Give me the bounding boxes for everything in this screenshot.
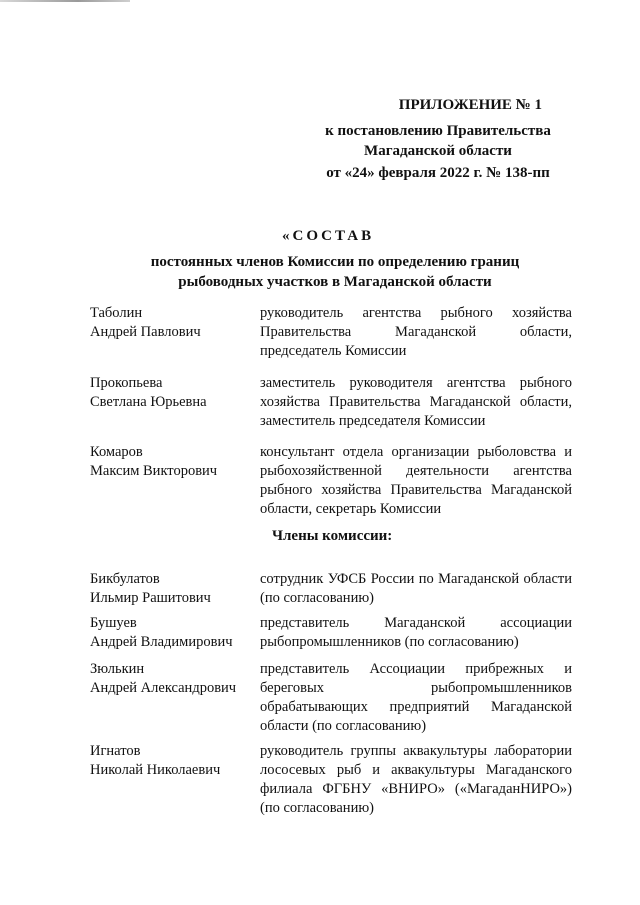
member-role: представитель Магаданской ассоциации рыбопромышленников (по согласованию) — [260, 615, 572, 650]
member-name-bikbulatov — [90, 570, 250, 608]
member-surname: Прокопьева — [90, 375, 163, 391]
member-given-name: Андрей Павлович — [90, 324, 201, 340]
member-name-prokopyeva — [90, 374, 250, 412]
subtitle-line1: постоянных членов Комиссии по определению границ — [150, 254, 520, 270]
member-surname: Комаров — [90, 444, 143, 460]
member-given-name: Андрей Александрович — [90, 680, 237, 696]
member-surname: Бикбулатов — [90, 571, 160, 587]
member-role: представитель Ассоциации прибрежных и береговых рыбопромышленников обрабатывающих предприятий Магаданской области (по согласованию) — [260, 661, 572, 734]
member-role: заместитель руководителя агентства рыбного хозяйства Правительства Магаданской области, заместитель председателя Комиссии — [260, 375, 572, 429]
member-surname: Зюлькин — [90, 661, 145, 677]
member-name-ignatov — [90, 742, 250, 780]
appendix-date: от «24» февраля 2022 г. № 138-пп — [326, 165, 550, 181]
scan-edge-mark — [0, 0, 130, 2]
member-surname: Бушуев — [90, 615, 137, 631]
appendix-title: ПРИЛОЖЕНИЕ № 1 — [398, 97, 542, 113]
member-given-name: Николай Николаевич — [90, 762, 221, 778]
document-subtitle — [130, 252, 540, 292]
member-given-name: Светлана Юрьевна — [90, 394, 207, 410]
member-name-komarov — [90, 443, 250, 481]
member-name-bushuev — [90, 614, 250, 652]
member-role: руководитель агентства рыбного хозяйства Правительства Магаданской области, председатель Комиссии — [260, 305, 572, 359]
member-given-name: Ильмир Рашитович — [90, 590, 211, 606]
subtitle-line2: рыбоводных участков в Магаданской области — [178, 274, 492, 290]
members-heading: Члены комиссии: — [272, 528, 393, 544]
member-name-zyulkin — [90, 660, 250, 698]
member-role: консультант отдела организации рыболовства и рыбохозяйственной деятельности агентства рыбного хозяйства Правительства Магаданской области, секретарь Комиссии — [260, 444, 572, 517]
appendix-reference — [320, 121, 556, 161]
document-title: «СОСТАВ — [282, 228, 375, 244]
member-given-name: Андрей Владимирович — [90, 634, 233, 650]
member-surname: Таболин — [90, 305, 143, 321]
appendix-ref-line2: Магаданской области — [364, 143, 512, 159]
member-role: сотрудник УФСБ России по Магаданской области (по согласованию) — [260, 571, 572, 606]
member-role: руководитель группы аквакультуры лаборатории лососевых рыб и аквакультуры Магаданского филиала ФГБНУ «ВНИРО» («МагаданНИРО») (по согласованию) — [260, 743, 572, 816]
member-name-taboliin — [90, 304, 250, 342]
member-given-name: Максим Викторович — [90, 463, 218, 479]
member-surname: Игнатов — [90, 743, 141, 759]
appendix-ref-line1: к постановлению Правительства — [325, 123, 551, 139]
